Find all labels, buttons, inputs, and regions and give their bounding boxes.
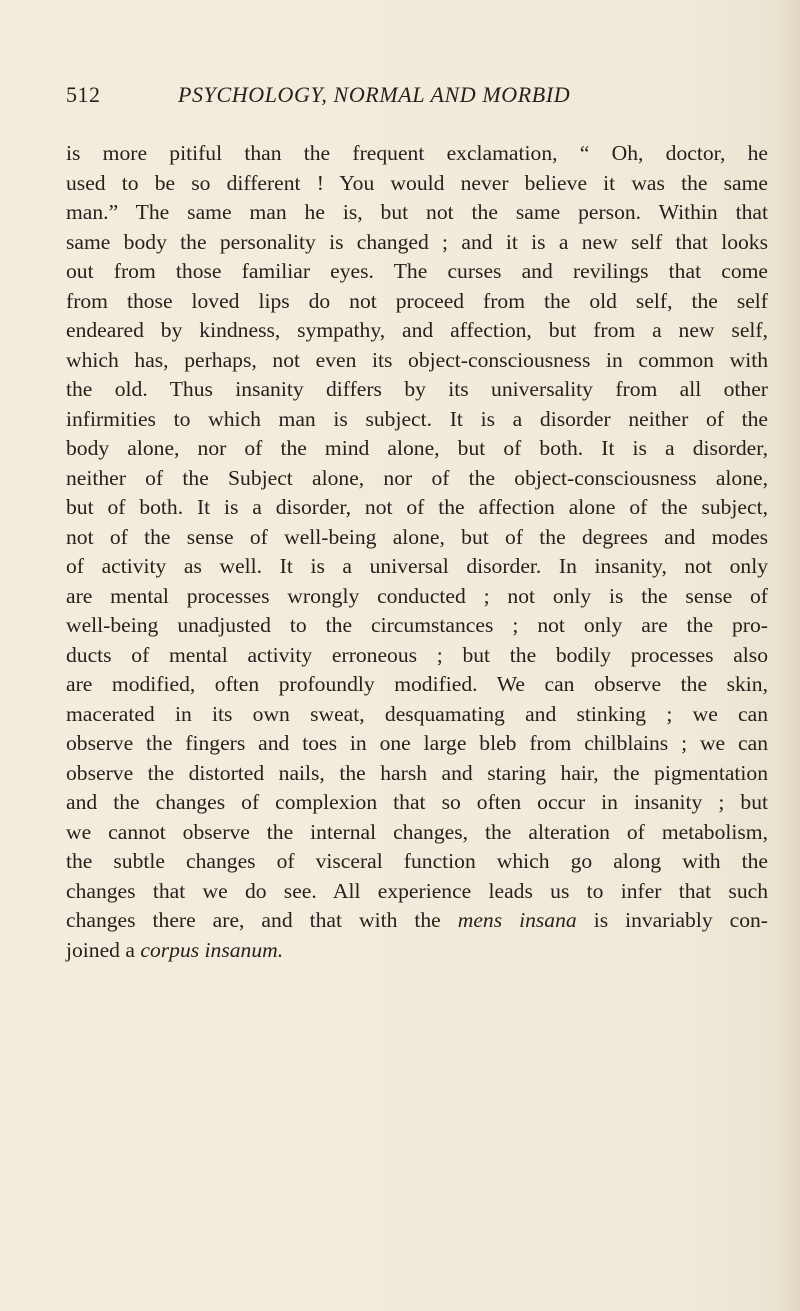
- text-line: man.” The same man he is, but not the same person. Within that: [66, 200, 768, 224]
- text-line: used to be so different ! You would never believe it was the same: [66, 170, 768, 195]
- text-line: are modified, often profoundly modified. We can observe the skin,: [66, 672, 768, 696]
- page-edge-shadow: [778, 0, 800, 1311]
- text-line: but of both. It is a disorder, not of the affection alone of the subject,: [66, 495, 768, 519]
- text-line: and the changes of complexion that so often occur in insanity ; but: [66, 790, 768, 814]
- text-line: neither of the Subject alone, nor of the object-consciousness alone,: [66, 465, 768, 490]
- body-paragraph: [66, 139, 768, 965]
- text-line: not of the sense of well-being alone, but of the degrees and modes: [66, 524, 768, 549]
- text-line: we cannot observe the internal changes, the alteration of metabolism,: [66, 819, 768, 844]
- italic-phrase-corpus-insanum: corpus insanum.: [140, 937, 284, 962]
- text-line: the old. Thus insanity differs by its universality from all other: [66, 377, 768, 401]
- text-line: from those loved lips do not proceed from the old self, the self: [66, 288, 768, 313]
- text-line: the subtle changes of visceral function which go along with the: [66, 849, 768, 873]
- text-line: observe the fingers and toes in one large bleb from chilblains ; we can: [66, 731, 768, 755]
- text-line: same body the personality is changed ; and it is a new self that looks: [66, 229, 768, 254]
- text-segment: joined a: [66, 937, 141, 962]
- text-segment: changes there are, and that with the: [66, 908, 458, 932]
- text-line: which has, perhaps, not even its object-consciousness in common with: [66, 347, 768, 372]
- text-line: are mental processes wrongly conducted ; not only is the sense of: [66, 583, 768, 608]
- text-line: infirmities to which man is subject. It is a disorder neither of the: [66, 406, 768, 431]
- text-line: macerated in its own sweat, desquamating and stinking ; we can: [66, 701, 768, 726]
- page-header: [66, 82, 766, 118]
- text-line: well-being unadjusted to the circumstances ; not only are the pro-: [66, 613, 768, 637]
- text-line-mens-insana: [66, 906, 768, 936]
- text-line: endeared by kindness, sympathy, and affection, but from a new self,: [66, 318, 768, 342]
- text-line: ducts of mental activity erroneous ; but the bodily processes also: [66, 642, 768, 667]
- italic-phrase-mens-insana: mens insana: [457, 908, 577, 932]
- running-title: PSYCHOLOGY, NORMAL AND MORBID: [178, 82, 571, 107]
- text-line: is more pitiful than the frequent exclamation, “ Oh, doctor, he: [66, 141, 768, 165]
- text-line: out from those familiar eyes. The curses and revilings that come: [66, 259, 768, 283]
- page-number: 512: [66, 82, 101, 107]
- text-line: changes that we do see. All experience leads us to infer that such: [66, 878, 768, 903]
- text-line-final: [66, 936, 768, 966]
- text-line: observe the distorted nails, the harsh and staring hair, the pigmentation: [66, 760, 768, 785]
- text-line: body alone, nor of the mind alone, but of both. It is a disorder,: [66, 436, 768, 460]
- text-segment: is invariably con-: [576, 908, 768, 932]
- text-line: of activity as well. It is a universal disorder. In insanity, not only: [66, 554, 768, 578]
